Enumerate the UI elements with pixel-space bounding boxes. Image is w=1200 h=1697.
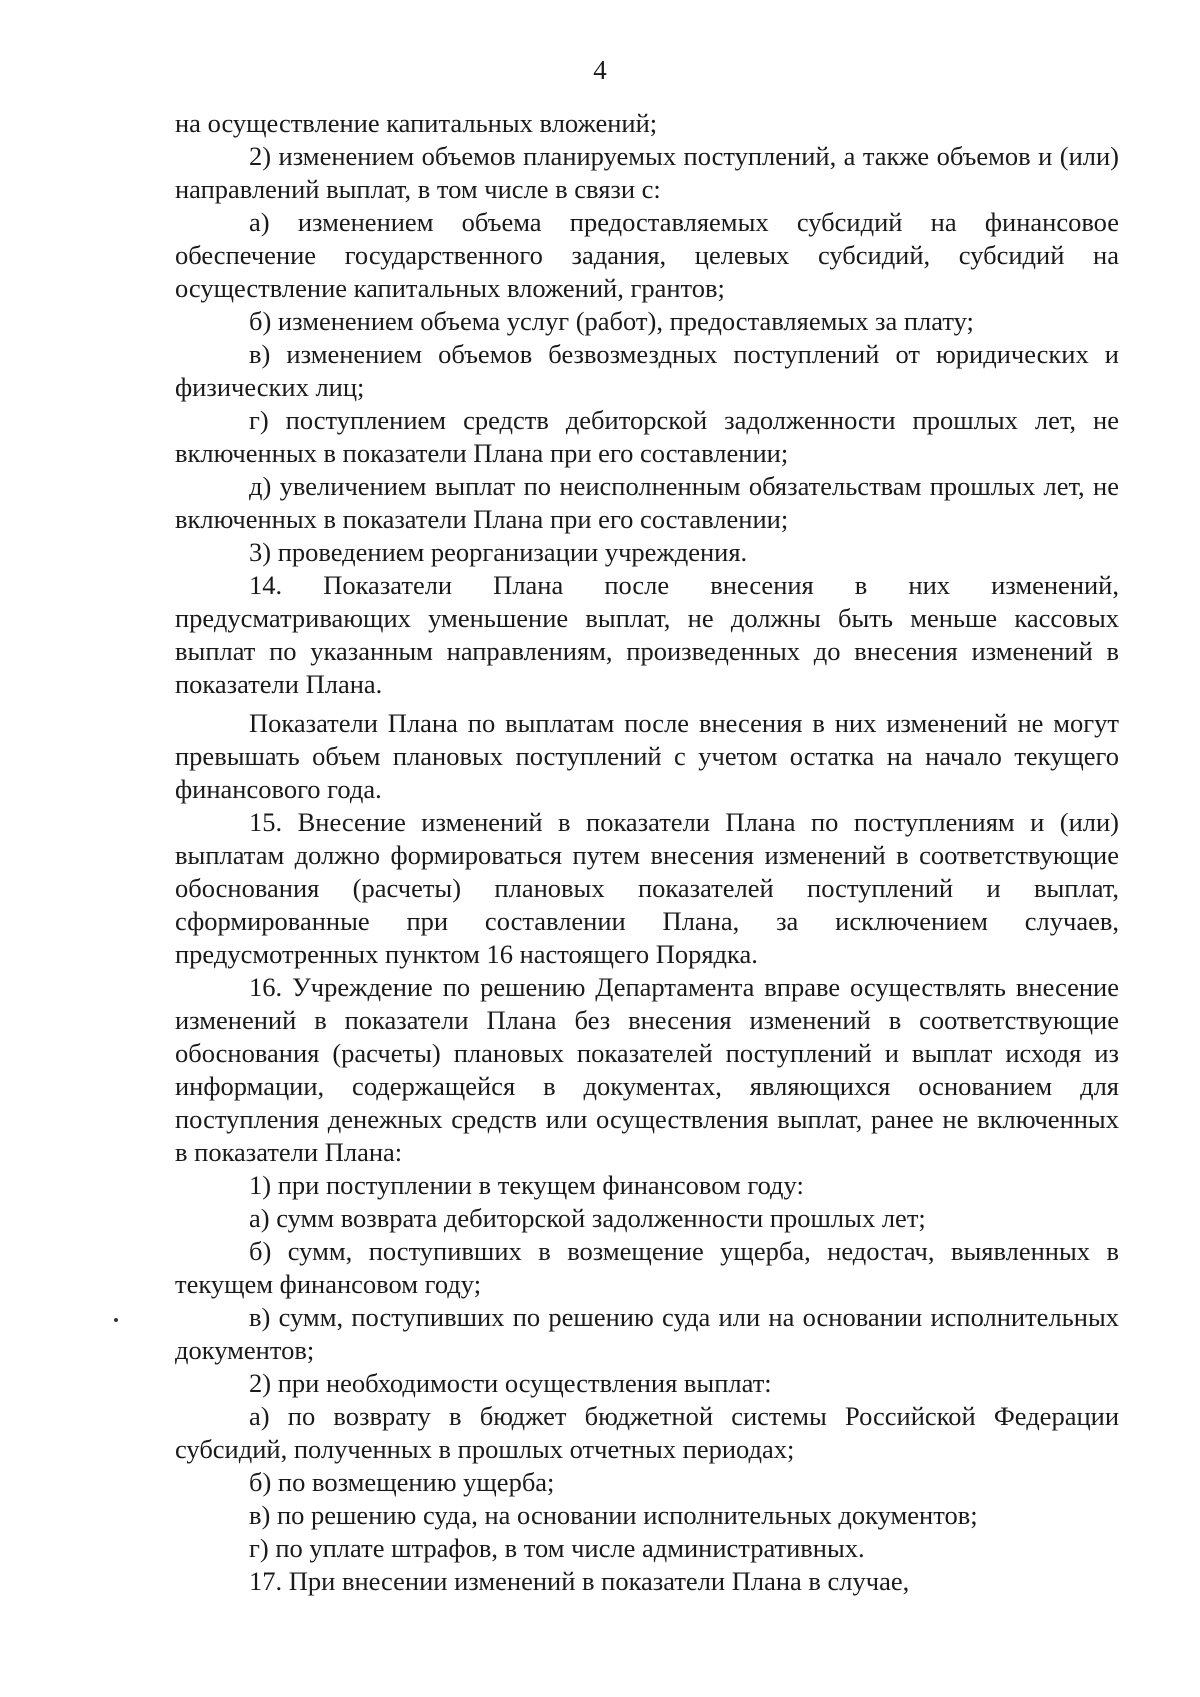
paragraph: 16. Учреждение по решению Департамента вправе осуществлять внесение изменений в показатели Плана без внесения изменений в соответствующие обоснования (расчеты) плановых показателей поступлений и выплат исходя из информации, содержащейся в документах, являющихся основанием для поступления денежных средств или осуществления выплат, ранее не включенных в показатели Плана: <box>175 972 1119 1167</box>
paragraph: а) изменением объема предоставляемых субсидий на финансовое обеспечение государственного задания, целевых субсидий, субсидий на осуществление капитальных вложений, грантов; <box>175 207 1119 303</box>
page-number: 4 <box>593 55 607 85</box>
paragraph: 15. Внесение изменений в показатели Плана по поступлениям и (или) выплатам должно формироваться путем внесения изменений в соответствующие обоснования (расчеты) плановых показателей поступлений и выплат, сформированные при составлении Плана, за исключением случаев, предусмотренных пунктом 16 настоящего Порядка. <box>175 807 1119 969</box>
paragraph: 3) проведением реорганизации учреждения. <box>249 537 748 567</box>
paragraph: д) увеличением выплат по неисполненным обязательствам прошлых лет, не включенных в показатели Плана при его составлении; <box>175 471 1119 534</box>
paragraph: б) по возмещению ущерба; <box>249 1467 555 1497</box>
paragraph: 1) при поступлении в текущем финансовом году: <box>249 1170 804 1200</box>
paragraph: б) изменением объема услуг (работ), предоставляемых за плату; <box>249 306 974 336</box>
paragraph: г) поступлением средств дебиторской задолженности прошлых лет, не включенных в показатели Плана при его составлении; <box>175 405 1119 468</box>
paragraph: г) по уплате штрафов, в том числе административных. <box>249 1533 865 1563</box>
paragraph: на осуществление капитальных вложений; <box>175 108 658 138</box>
paragraph: а) сумм возврата дебиторской задолженности прошлых лет; <box>249 1203 926 1233</box>
paragraph: в) изменением объемов безвозмездных поступлений от юридических и физических лиц; <box>175 339 1119 402</box>
paragraph: а) по возврату в бюджет бюджетной системы Российской Федерации субсидий, полученных в прошлых отчетных периодах; <box>175 1401 1119 1464</box>
paragraph: б) сумм, поступивших в возмещение ущерба, недостач, выявленных в текущем финансовом году; <box>175 1236 1119 1299</box>
paragraph: 14. Показатели Плана после внесения в них изменений, предусматривающих уменьшение выплат, не должны быть меньше кассовых выплат по указанным направлениям, произведенных до внесения изменений в показатели Плана. <box>175 570 1119 699</box>
paragraph: 2) при необходимости осуществления выплат: <box>249 1368 772 1398</box>
paragraph: 2) изменением объемов планируемых поступлений, а также объемов и (или) направлений выплат, в том числе в связи с: <box>175 141 1119 204</box>
document-body <box>175 107 1119 1598</box>
scan-speck <box>114 1318 118 1322</box>
paragraph: в) сумм, поступивших по решению суда или на основании исполнительных документов; <box>175 1302 1119 1365</box>
paragraph: Показатели Плана по выплатам после внесения в них изменений не могут превышать объем плановых поступлений с учетом остатка на начало текущего финансового года. <box>175 708 1119 804</box>
paragraph: 17. При внесении изменений в показатели Плана в случае, <box>249 1566 910 1596</box>
paragraph: в) по решению суда, на основании исполнительных документов; <box>249 1500 978 1530</box>
